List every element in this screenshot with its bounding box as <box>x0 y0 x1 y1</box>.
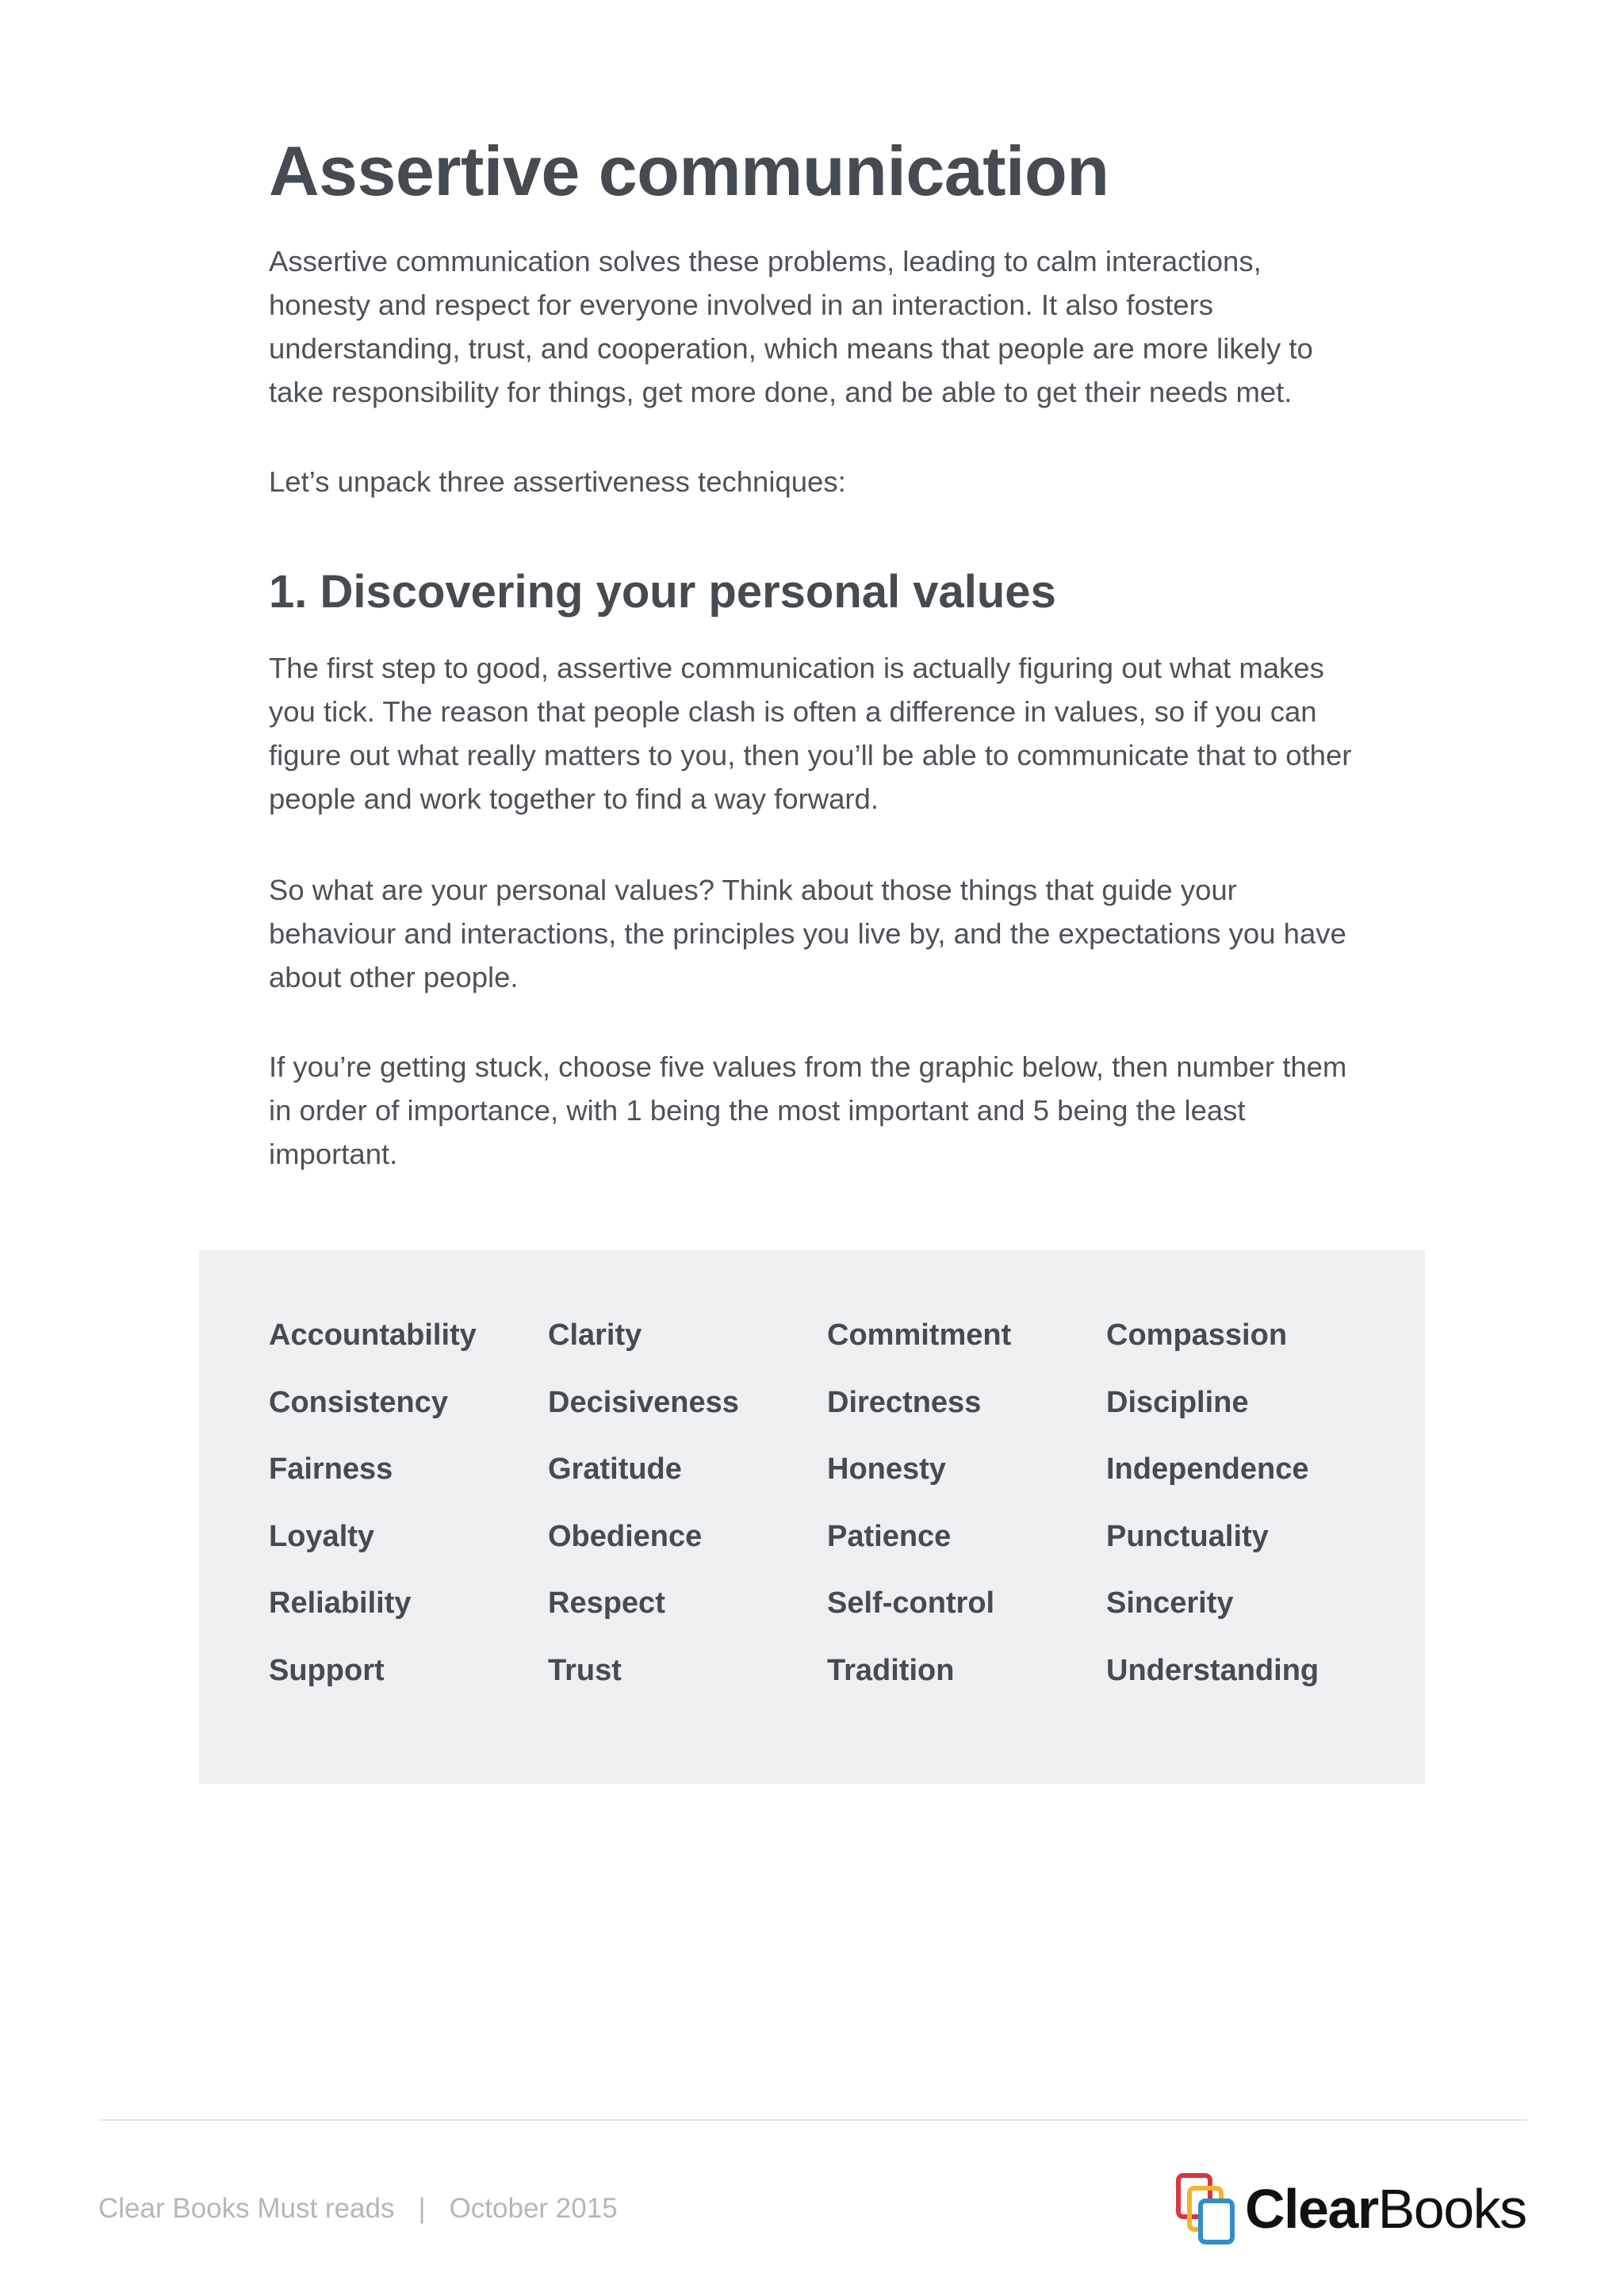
value-item: Discipline <box>1106 1385 1249 1419</box>
clearbooks-logo <box>1175 2171 1526 2247</box>
value-item: Support <box>269 1653 385 1687</box>
value-item: Understanding <box>1106 1653 1320 1687</box>
value-item: Patience <box>827 1519 952 1553</box>
footer-publication: Clear Books Must reads <box>98 2193 395 2224</box>
value-item: Self-control <box>827 1586 995 1620</box>
section-paragraph: So what are your personal values? Think about those things that guide your behaviour and interactions, the principles you live by, and the expectations you have about other people. <box>269 874 1346 993</box>
value-item: Punctuality <box>1106 1519 1269 1553</box>
value-item: Independence <box>1106 1452 1309 1486</box>
logo-clear-text: Clear <box>1245 2178 1378 2240</box>
value-item: Respect <box>548 1586 665 1620</box>
page-title: Assertive communication <box>269 132 1109 210</box>
value-item: Fairness <box>269 1452 393 1486</box>
footer-separator: | <box>418 2193 426 2224</box>
value-item: Decisiveness <box>548 1385 739 1419</box>
logo-wordmark <box>1245 2178 1526 2240</box>
section-paragraph: The first step to good, assertive communication is actually figuring out what makes you tick. The reason that people clash is often a difference in values, so if you can figure out what really matters to you, then you’ll be able to communicate that to other people and work together to find a way forward. <box>269 652 1352 815</box>
value-item: Loyalty <box>269 1519 375 1553</box>
unpack-paragraph: Let’s unpack three assertiveness techniques: <box>269 465 846 498</box>
stacked-books-icon <box>1175 2172 1240 2245</box>
value-item: Trust <box>548 1653 622 1687</box>
values-grid <box>269 1318 1385 1720</box>
values-panel <box>199 1250 1425 1784</box>
footer-date: October 2015 <box>449 2193 618 2224</box>
value-item: Obedience <box>548 1519 703 1553</box>
value-item: Gratitude <box>548 1452 682 1486</box>
value-item: Commitment <box>827 1318 1012 1352</box>
logo-books-text: Books <box>1377 2178 1526 2240</box>
value-item: Compassion <box>1106 1318 1288 1352</box>
value-item: Honesty <box>827 1452 946 1486</box>
section-heading: 1. Discovering your personal values <box>269 566 1056 618</box>
footer-publication-info <box>98 2193 618 2225</box>
value-item: Sincerity <box>1106 1586 1234 1620</box>
value-item: Directness <box>827 1385 982 1419</box>
section-paragraph: If you’re getting stuck, choose five values from the graphic below, then number them in order of importance, with 1 being the most important and 5 being the least important. <box>269 1050 1347 1170</box>
value-item: Tradition <box>827 1653 955 1687</box>
value-item: Consistency <box>269 1385 448 1419</box>
value-item: Clarity <box>548 1318 642 1352</box>
intro-paragraph: Assertive communication solves these problems, leading to calm interactions, honesty and respect for everyone involved in an interaction. It also fosters understanding, trust, and cooperation, which means that people are more likely to take responsibility for things, get more done, and be able to get their needs met. <box>269 245 1313 408</box>
footer-divider <box>98 2119 1527 2121</box>
value-item: Reliability <box>269 1586 412 1620</box>
value-item: Accountability <box>269 1318 477 1352</box>
